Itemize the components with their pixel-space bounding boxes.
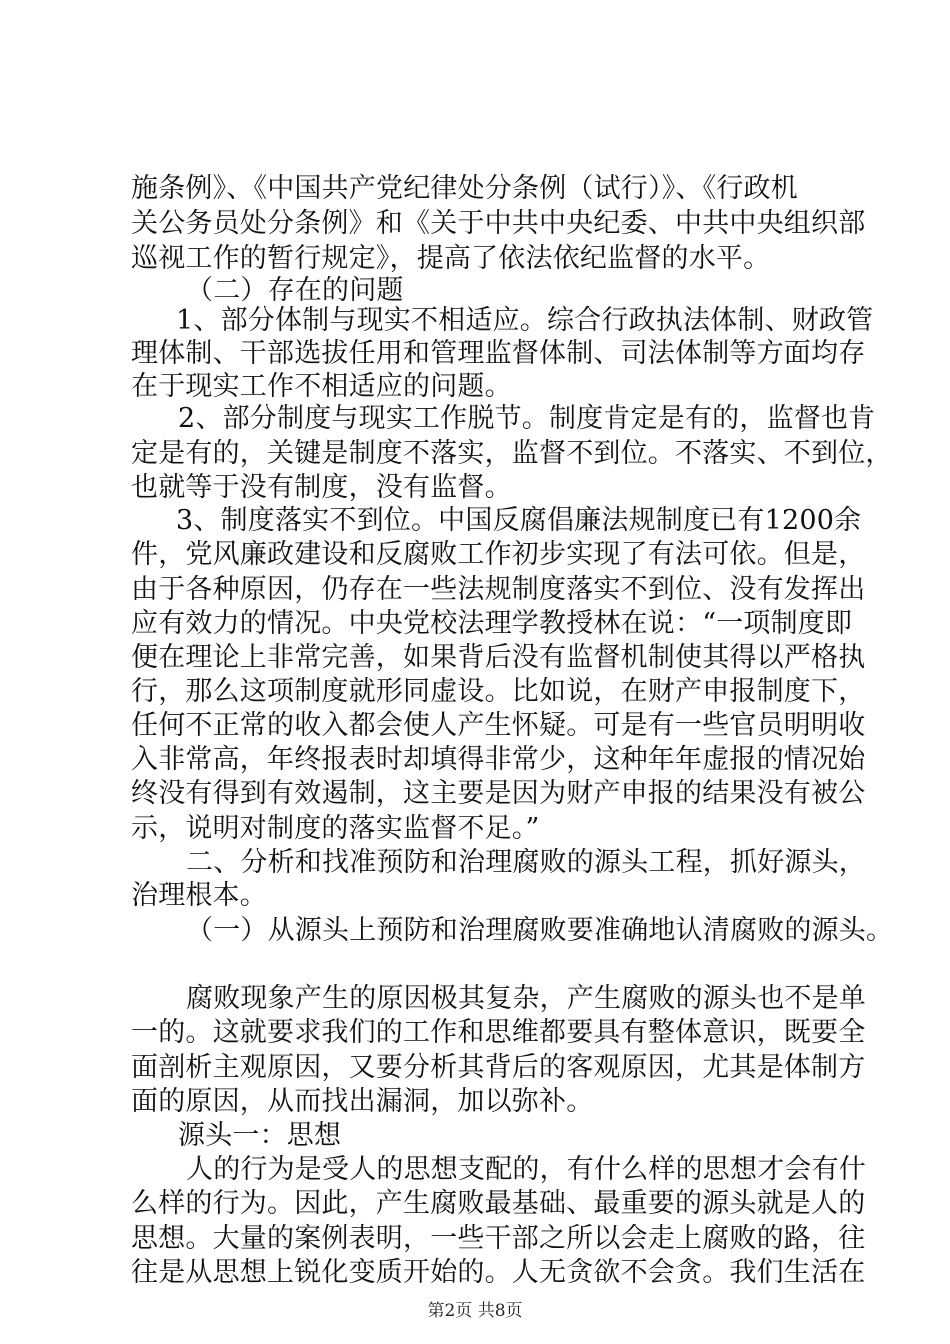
section-heading: 二、分析和找准预防和治理腐败的源头工程，抓好源头， bbox=[186, 847, 866, 878]
text-line: 在于现实工作不相适应的问题。 bbox=[131, 371, 512, 402]
text-line: 关公务员处分条例》和《关于中共中央纪委、中共中央组织部 bbox=[131, 208, 866, 239]
text-line: 2、部分制度与现实工作脱节。制度肯定是有的，监督也肯 bbox=[178, 403, 876, 434]
text-line: 应有效力的情况。中央党校法理学教授林在说：“一项制度即 bbox=[131, 608, 853, 639]
text-line: 理体制、干部选拔任用和管理监督体制、司法体制等方面均存 bbox=[131, 338, 866, 369]
subsection-heading: 源头一：思想 bbox=[178, 1120, 342, 1151]
text-line: 人的行为是受人的思想支配的，有什么样的思想才会有什 bbox=[186, 1154, 866, 1185]
text-line: 示，说明对制度的落实监督不足。” bbox=[131, 813, 540, 844]
subsection-heading: （一）从源头上预防和治理腐败要准确地认清腐败的源头。 bbox=[186, 915, 894, 946]
text-line: 施条例》、《中国共产党纪律处分条例（试行）》、《行政机 bbox=[131, 173, 798, 204]
text-line: 任何不正常的收入都会使人产生怀疑。可是有一些官员明明收 bbox=[131, 710, 866, 741]
text-line: 终没有得到有效遏制，这主要是因为财产申报的结果没有被公 bbox=[131, 778, 866, 809]
text-line: 由于各种原因，仍存在一些法规制度落实不到位、没有发挥出 bbox=[131, 574, 866, 605]
text-line: 腐败现象产生的原因极其复杂，产生腐败的源头也不是单 bbox=[186, 983, 866, 1014]
section-heading: （二）存在的问题 bbox=[186, 275, 404, 306]
text-line: 行，那么这项制度就形同虚设。比如说，在财产申报制度下， bbox=[131, 676, 866, 707]
text-line: 面剖析主观原因，又要分析其背后的客观原因，尤其是体制方 bbox=[131, 1052, 866, 1083]
text-line: 巡视工作的暂行规定》，提高了依法依纪监督的水平。 bbox=[131, 243, 771, 274]
page-number-footer: 第2页 共8页 bbox=[427, 1301, 523, 1321]
text-line: 思想。大量的案例表明，一些干部之所以会走上腐败的路，往 bbox=[131, 1223, 866, 1254]
text-line: 也就等于没有制度，没有监督。 bbox=[131, 472, 512, 503]
text-line: 1、部分体制与现实不相适应。综合行政执法体制、财政管 bbox=[176, 305, 874, 336]
text-line: 一的。这就要求我们的工作和思维都要具有整体意识，既要全 bbox=[131, 1017, 866, 1048]
text-line: 入非常高，年终报表时却填得非常少，这种年年虚报的情况始 bbox=[131, 744, 866, 775]
text-line: 定是有的，关键是制度不落实，监督不到位。不落实、不到位， bbox=[131, 438, 893, 469]
text-line: 3、制度落实不到位。中国反腐倡廉法规制度已有1200余 bbox=[176, 505, 862, 536]
text-line: 么样的行为。因此，产生腐败最基础、最重要的源头就是人的 bbox=[131, 1188, 866, 1219]
text-line: 面的原因，从而找出漏洞，加以弥补。 bbox=[131, 1086, 594, 1117]
text-line: 便在理论上非常完善，如果背后没有监督机制使其得以严格执 bbox=[131, 642, 866, 673]
text-line: 件，党风廉政建设和反腐败工作初步实现了有法可依。但是， bbox=[131, 539, 866, 570]
section-heading: 治理根本。 bbox=[131, 880, 267, 911]
text-line: 往是从思想上锐化变质开始的。人无贪欲不会贪。我们生活在 bbox=[131, 1257, 866, 1288]
